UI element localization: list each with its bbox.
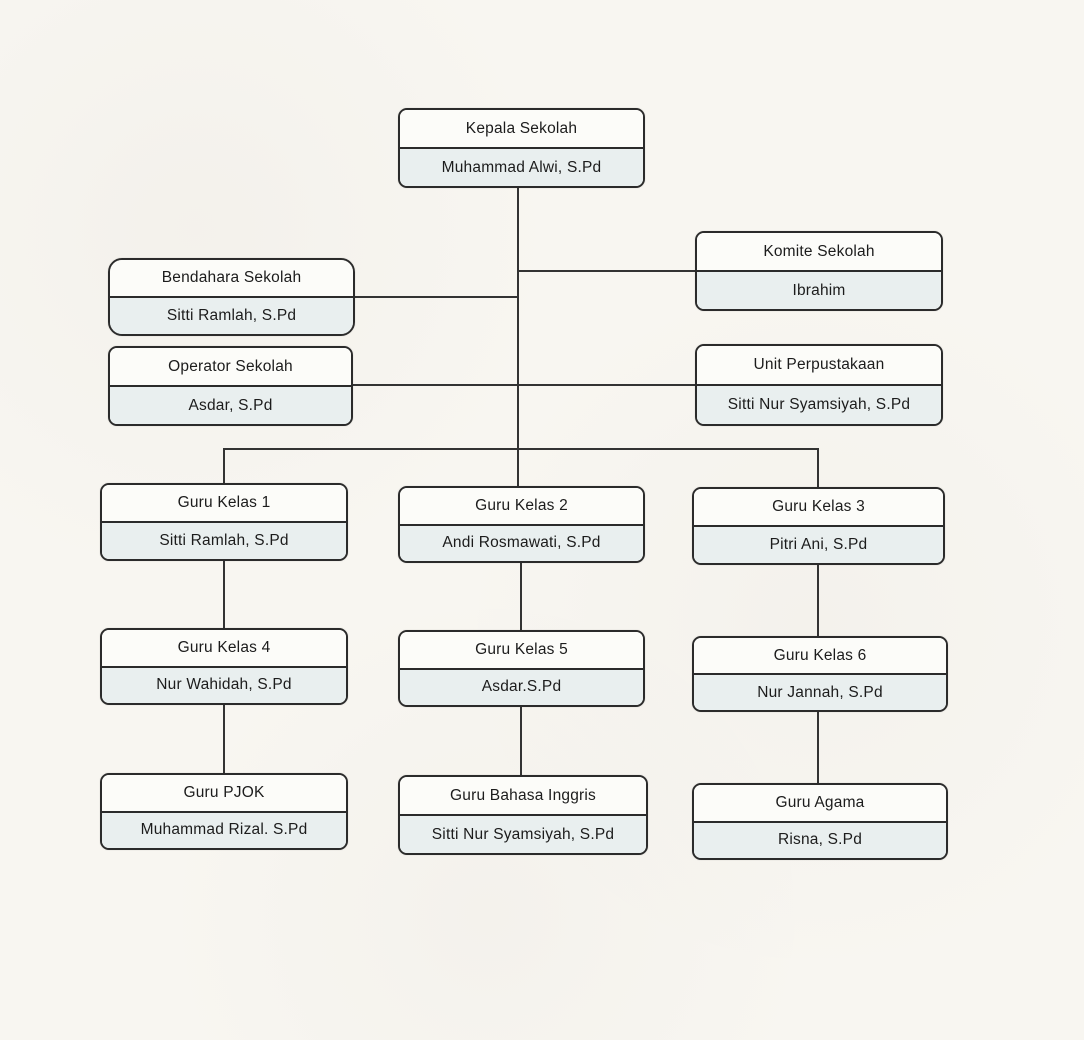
org-node-bendahara-sekolah (108, 258, 355, 336)
connector-trunk-vertical (517, 188, 519, 449)
node-person-name: Sitti Nur Syamsiyah, S.Pd (400, 816, 646, 853)
node-person-name: Muhammad Alwi, S.Pd (400, 149, 643, 186)
org-node-guru-kelas-5 (398, 630, 645, 707)
connector-komite-horizontal (519, 270, 695, 272)
connector-kelas4-pjok (223, 705, 225, 773)
node-role-label: Guru Bahasa Inggris (400, 777, 646, 816)
connector-drop-guru-kelas-2 (517, 448, 519, 486)
org-node-guru-kelas-2 (398, 486, 645, 563)
org-node-unit-perpustakaan (695, 344, 943, 426)
org-node-kepala-sekolah (398, 108, 645, 188)
node-role-label: Guru Kelas 5 (400, 632, 643, 670)
node-role-label: Guru Agama (694, 785, 946, 823)
connector-kelas1-kelas4 (223, 561, 225, 628)
connector-drop-guru-kelas-1 (223, 448, 225, 483)
org-node-guru-pjok (100, 773, 348, 850)
node-role-label: Komite Sekolah (697, 233, 941, 272)
node-role-label: Operator Sekolah (110, 348, 351, 387)
org-node-guru-agama (692, 783, 948, 860)
node-role-label: Guru Kelas 1 (102, 485, 346, 523)
node-person-name: Sitti Nur Syamsiyah, S.Pd (697, 386, 941, 424)
org-node-operator-sekolah (108, 346, 353, 426)
node-role-label: Bendahara Sekolah (110, 260, 353, 298)
node-role-label: Guru Kelas 4 (102, 630, 346, 668)
org-node-guru-kelas-6 (692, 636, 948, 712)
org-node-guru-kelas-1 (100, 483, 348, 561)
node-role-label: Guru PJOK (102, 775, 346, 813)
node-person-name: Andi Rosmawati, S.Pd (400, 526, 643, 562)
node-role-label: Unit Perpustakaan (697, 346, 941, 386)
node-role-label: Kepala Sekolah (400, 110, 643, 149)
connector-operator-perpustakaan-horizontal (353, 384, 695, 386)
node-role-label: Guru Kelas 3 (694, 489, 943, 527)
node-person-name: Asdar, S.Pd (110, 387, 351, 424)
node-role-label: Guru Kelas 2 (400, 488, 643, 526)
connector-drop-guru-kelas-3 (817, 448, 819, 487)
node-person-name: Nur Jannah, S.Pd (694, 675, 946, 710)
org-node-komite-sekolah (695, 231, 943, 311)
node-person-name: Ibrahim (697, 272, 941, 309)
node-person-name: Sitti Ramlah, S.Pd (110, 298, 353, 334)
org-node-guru-kelas-4 (100, 628, 348, 705)
org-node-guru-bahasa-inggris (398, 775, 648, 855)
node-person-name: Asdar.S.Pd (400, 670, 643, 706)
org-node-guru-kelas-3 (692, 487, 945, 565)
connector-kelas6-agama (817, 712, 819, 783)
connector-guru-branch-horizontal (223, 448, 819, 450)
connector-kelas3-kelas6 (817, 565, 819, 636)
node-person-name: Sitti Ramlah, S.Pd (102, 523, 346, 559)
node-person-name: Pitri Ani, S.Pd (694, 527, 943, 563)
node-person-name: Muhammad Rizal. S.Pd (102, 813, 346, 849)
node-person-name: Risna, S.Pd (694, 823, 946, 859)
connector-bendahara-horizontal (355, 296, 517, 298)
connector-kelas2-kelas5 (520, 563, 522, 630)
node-person-name: Nur Wahidah, S.Pd (102, 668, 346, 704)
connector-kelas5-inggris (520, 707, 522, 775)
node-role-label: Guru Kelas 6 (694, 638, 946, 675)
